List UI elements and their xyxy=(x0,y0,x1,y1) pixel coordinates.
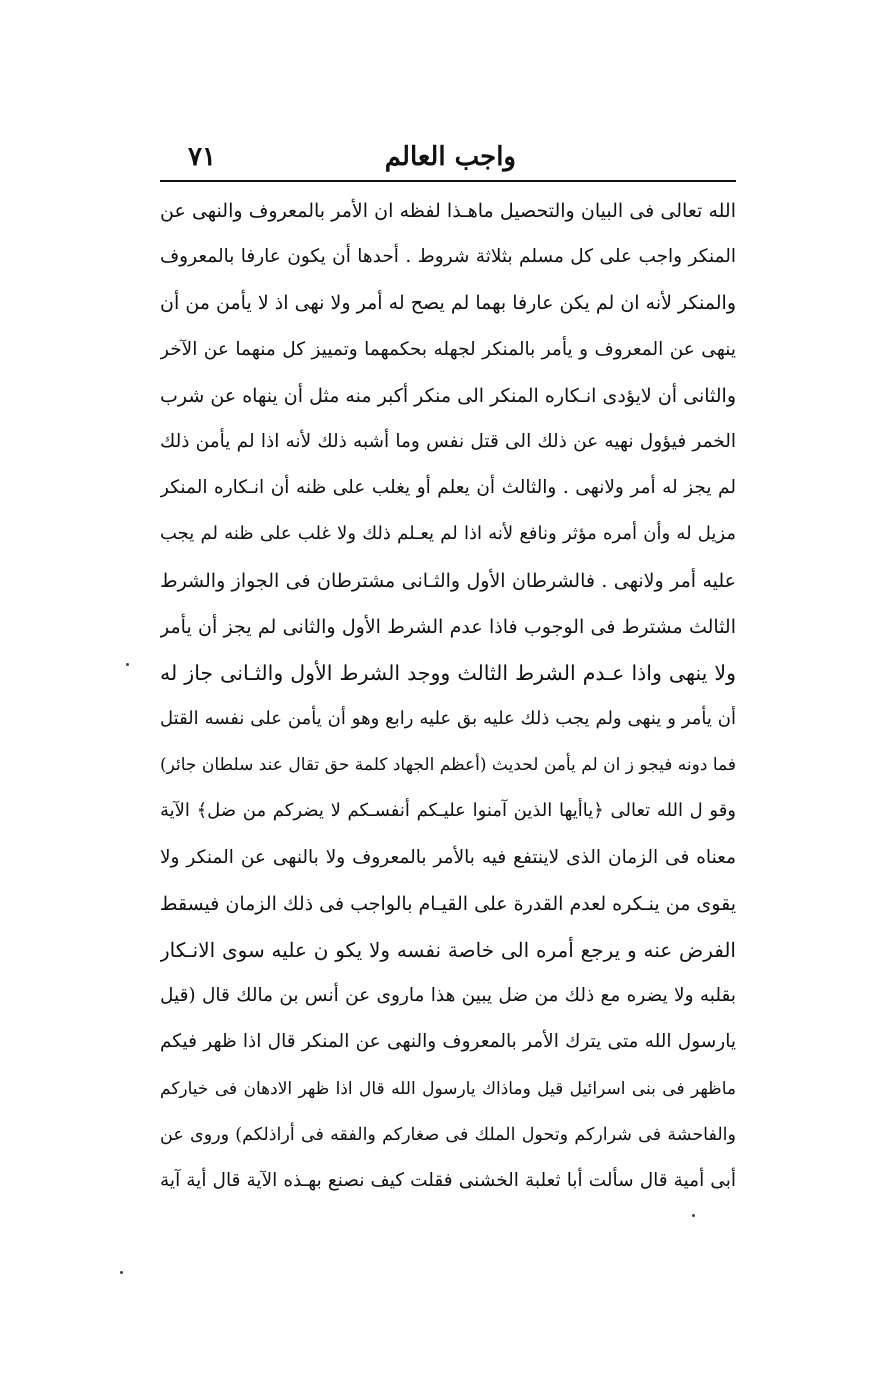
page-header xyxy=(160,140,736,180)
text-line: أبى أمية قال سألت أبا ثعلبة الخشنى فقلت كيف نصنع بهـذه الآية قال أية آية xyxy=(160,1169,736,1191)
body-text xyxy=(160,188,736,1204)
text-line: والمنكر لأنه ان لم يكن عارفا بهما لم يصح له أمر ولا نهى اذ لا يأمن من أن xyxy=(160,292,736,315)
text-line: والثانى أن لايؤدى انـكاره المنكر الى منكر أكبر منه مثل أن ينهاه عن شرب xyxy=(160,384,736,407)
text-line: يقوى من ينـكره لعدم القدرة على القيـام بالواجب فى ذلك الزمان فيسقط xyxy=(160,892,736,915)
text-line: الثالث مشترط فى الوجوب فاذا عدم الشرط الأول والثانى لم يجز أن يأمر xyxy=(160,615,736,638)
text-line: ينهى عن المعروف و يأمر بالمنكر لجهله بحكمهما وتمييز كل منهما عن الآخر xyxy=(160,338,736,360)
text-line: والفاحشة فى شراركم وتحول الملك فى صغاركم والفقه فى أراذلكم) وروى عن xyxy=(160,1124,736,1145)
text-line: الله تعالى فى البيان والتحصيل ماهـذا لفظه ان الأمر بالمعروف والنهى عن xyxy=(160,200,736,222)
text-line: وقو ل الله تعالى ﴿ياأيها الذين آمنوا عليـكم أنفسـكم لا يضركم من ضل﴾ الآية xyxy=(160,800,736,822)
text-line: فما دونه فيجو ز ان لم يأمن لحديث (أعظم الجهاد كلمة حق تقال عند سلطان جائر) xyxy=(160,755,736,776)
text-line: المنكر واجب على كل مسلم بثلاثة شروط . أحدها أن يكون عارفا بالمعروف xyxy=(160,246,736,268)
text-line: ولا ينهى واذا عـدم الشرط الثالث ووجد الشرط الأول والثـانى جاز له xyxy=(160,660,736,685)
page-number: ٧١ xyxy=(188,142,216,172)
text-line: الخمر فيؤول نهيه عن ذلك الى قتل نفس وما أشبه ذلك لأنه اذا لم يأمن ذلك xyxy=(160,430,736,452)
text-line: عليه أمر ولانهى . فالشرطان الأول والثـانى مشترطان فى الجواز والشرط xyxy=(160,569,736,592)
text-line: ماظهر فى بنى اسرائيل قيل وماذاك يارسول الله قال اذا ظهر الادهان فى خياركم xyxy=(160,1078,736,1099)
text-line: يارسول الله متى يترك الأمر بالمعروف والنهى عن المنكر قال اذا ظهر فيكم xyxy=(160,1031,736,1053)
text-line: الفرض عنه و يرجع أمره الى خاصة نفسه ولا يكو ن عليه سوى الانـكار xyxy=(160,938,736,962)
scan-speck xyxy=(126,663,129,666)
text-line: بقلبه ولا يضره مع ذلك من ضل يبين هذا ماروى عن أنس بن مالك قال (قيل xyxy=(160,985,736,1007)
text-line: لم يجز له أمر ولانهى . والثالث أن يعلم أو يغلب على ظنه أن انـكاره المنكر xyxy=(160,477,736,499)
text-line: أن يأمر و ينهى ولم يجب ذلك عليه بق عليه رابع وهو أن يأمن على نفسه القتل xyxy=(160,708,736,730)
running-title: واجب العالم xyxy=(384,142,516,172)
scan-speck xyxy=(692,1214,695,1217)
scan-speck xyxy=(120,1271,123,1274)
header-rule xyxy=(160,180,736,182)
text-line: مزيل له وأن أمره مؤثر ونافع لأنه اذا لم يعـلم ذلك ولا غلب على ظنه لم يجب xyxy=(160,523,736,545)
text-line: معناه فى الزمان الذى لاينتفع فيه بالأمر بالمعروف ولا بالنهى عن المنكر ولا xyxy=(160,846,736,868)
